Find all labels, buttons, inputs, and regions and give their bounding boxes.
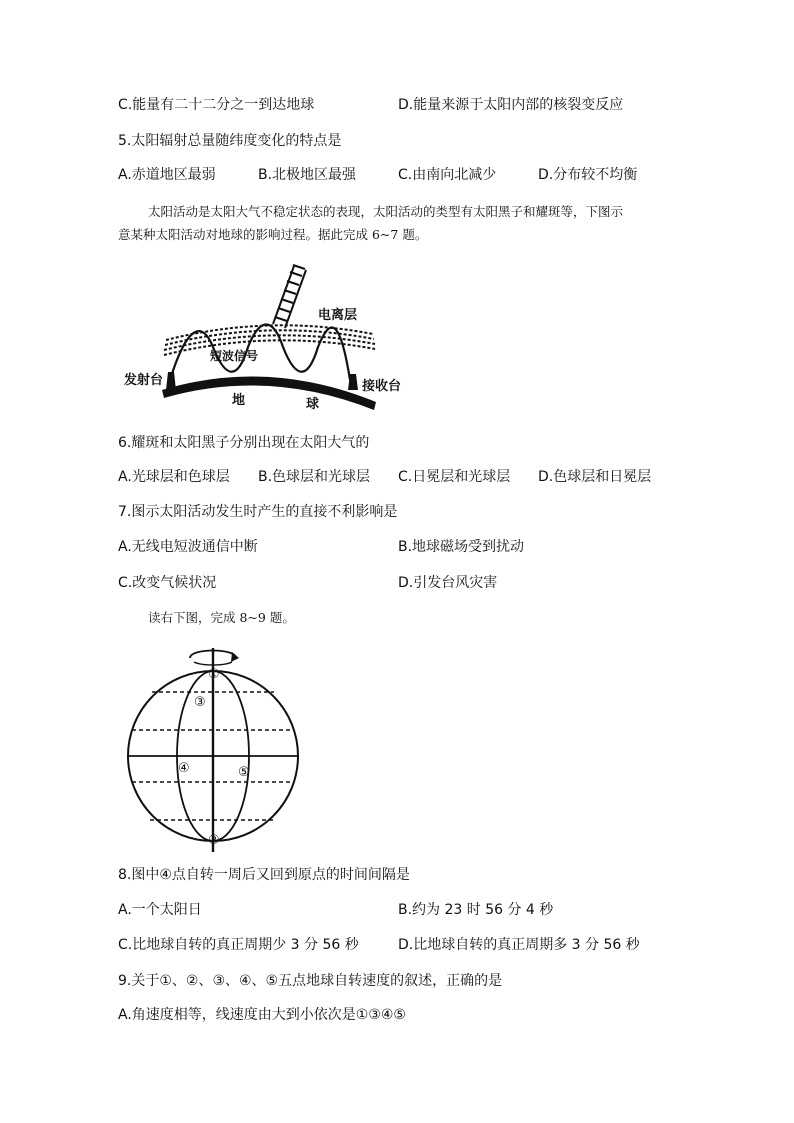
q8-option-a: A.一个太阳日 (118, 902, 202, 918)
q6-stem: 6.耀斑和太阳黑子分别出现在太阳大气的 (118, 435, 370, 451)
ionosphere-label: 电离层 (318, 308, 358, 323)
solar-radiation-beam (273, 265, 306, 328)
point-5-label: ⑤ (238, 765, 250, 780)
q5-option-d: D.分布较不均衡 (538, 167, 638, 183)
q7-option-d: D.引发台风灾害 (398, 575, 498, 591)
q6-option-a: A.光球层和色球层 (118, 469, 230, 485)
q6-option-d: D.色球层和日冕层 (538, 469, 652, 485)
point-1-label: ① (208, 667, 220, 682)
receiver-label: 接收台 (362, 379, 402, 394)
passage-line-1: 太阳活动是太阳大气不稳定状态的表现，太阳活动的类型有太阳黑子和耀斑等，下图示 (148, 204, 624, 219)
q9-option-a: A.角速度相等，线速度由大到小依次是①③④⑤ (118, 1007, 406, 1023)
q8-stem: 8.图中④点自转一周后又回到原点的时间间隔是 (118, 867, 410, 883)
q6-option-c: C.日冕层和光球层 (398, 469, 511, 485)
passage2-line-1: 读右下图，完成 8~9 题。 (148, 610, 295, 625)
q6-option-b: B.色球层和光球层 (258, 469, 371, 485)
q7-option-a: A.无线电短波通信中断 (118, 539, 258, 555)
q7-stem: 7.图示太阳活动发生时产生的直接不利影响是 (118, 504, 398, 520)
q9-stem: 9.关于①、②、③、④、⑤五点地球自转速度的叙述，正确的是 (118, 973, 503, 989)
q7-option-c: C.改变气候状况 (118, 575, 217, 591)
q8-option-c: C.比地球自转的真正周期少 3 分 56 秒 (118, 937, 359, 953)
point-4-label: ④ (178, 761, 190, 776)
point-2-label: ② (208, 833, 220, 848)
passage-line-2: 意某种太阳活动对地球的影响过程。据此完成 6~7 题。 (118, 227, 428, 242)
ionosphere-figure (118, 262, 408, 412)
earth-label-2: 球 (306, 397, 320, 412)
earth-surface (162, 377, 376, 410)
shortwave-label: 短波信号 (210, 349, 259, 363)
q7-option-b: B.地球磁场受到扰动 (398, 539, 525, 555)
q8-option-b: B.约为 23 时 56 分 4 秒 (398, 902, 554, 918)
q8-option-d: D.比地球自转的真正周期多 3 分 56 秒 (398, 937, 640, 953)
q4-option-d: D.能量来源于太阳内部的核裂变反应 (398, 97, 624, 113)
transmitter-label: 发射台 (124, 373, 164, 388)
point-3-label: ③ (194, 695, 206, 710)
globe-figure (118, 640, 308, 860)
q5-stem: 5.太阳辐射总量随纬度变化的特点是 (118, 133, 342, 149)
q4-option-c: C.能量有二十二分之一到达地球 (118, 97, 315, 113)
q5-option-c: C.由南向北减少 (398, 167, 497, 183)
earth-label-1: 地 (232, 393, 246, 408)
q5-option-b: B.北极地区最强 (258, 167, 357, 183)
q5-option-a: A.赤道地区最弱 (118, 167, 216, 183)
